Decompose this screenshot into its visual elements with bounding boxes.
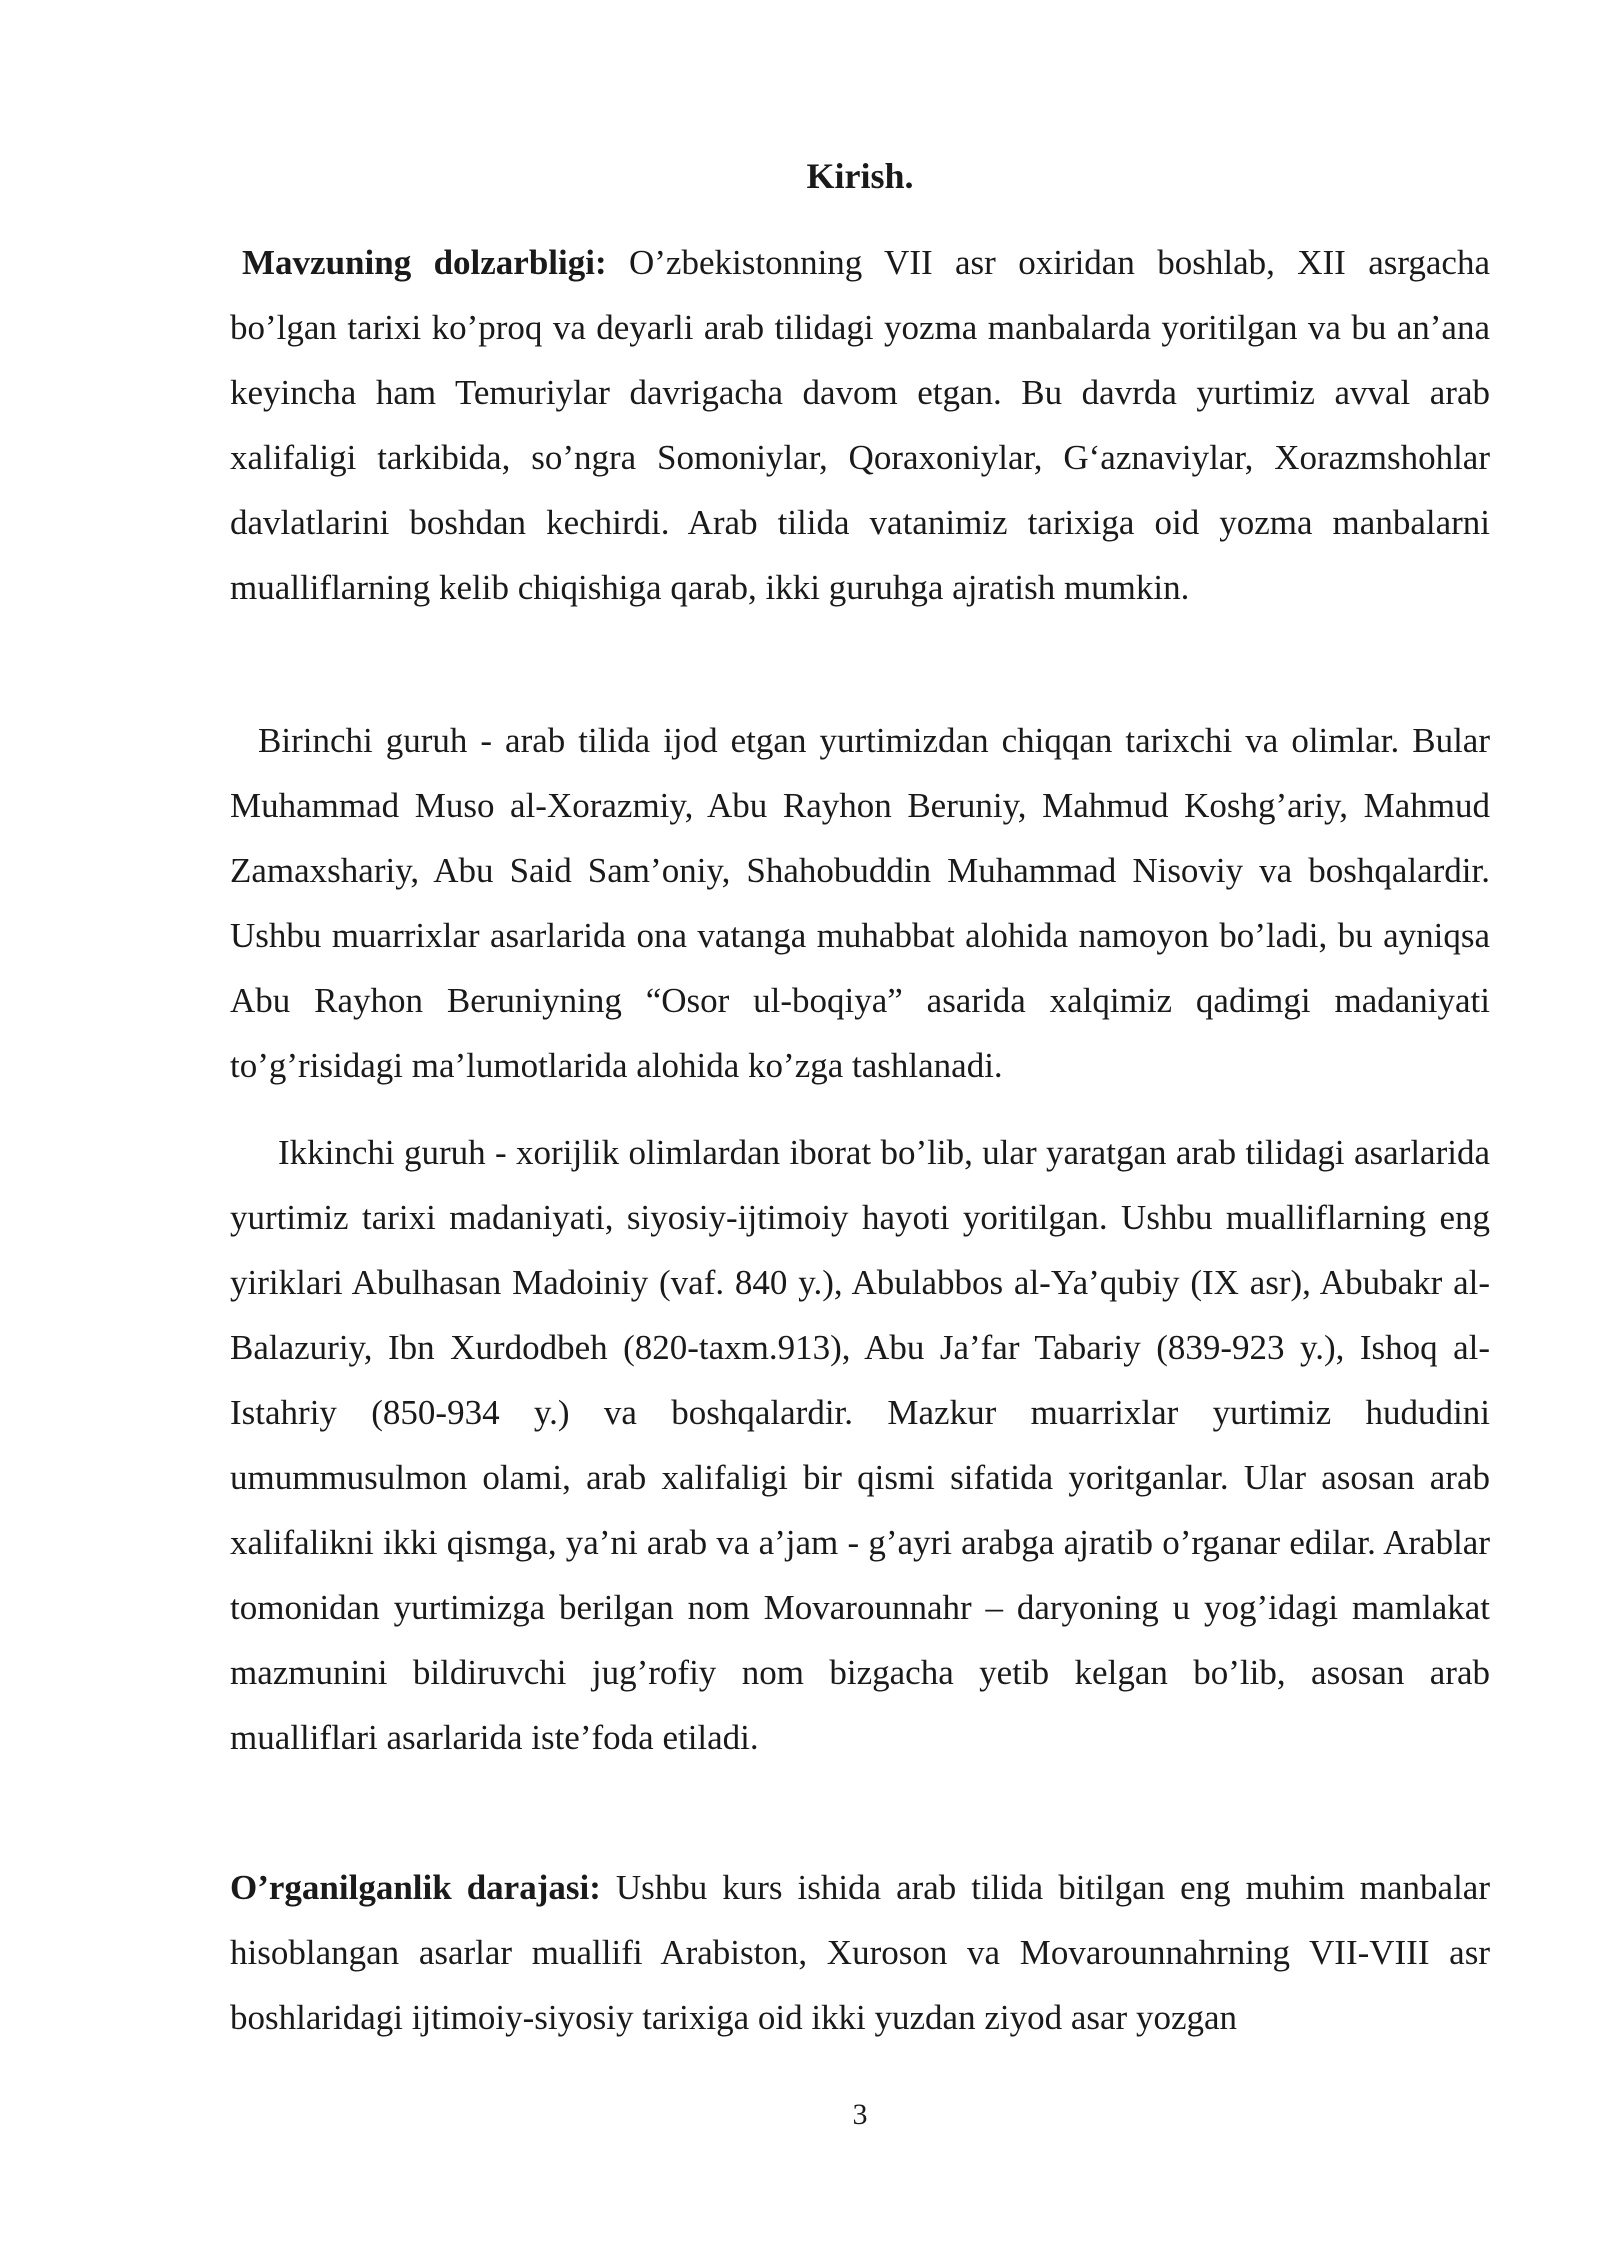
paragraph-relevance — [230, 230, 1490, 620]
page-number: 3 — [852, 2098, 868, 2131]
paragraph-study-level — [230, 1855, 1490, 2050]
document-title: Kirish. — [806, 156, 914, 196]
paragraph-heading: O’rganilganlik darajasi: — [230, 1868, 601, 1907]
paragraph-text: Ikkinchi guruh - xorijlik olimlardan iborat bo’lib, ular yaratgan arab tilidagi asarlarida yurtimiz tarixi madaniyati, siyosiy-ijtimoiy hayoti yoritilgan. Ushbu mualliflarning eng yiriklari Abulhasan Madoiniy (vaf. 840 y.), Abulabbos al-Ya’qubiy (IX asr), Abubakr al-Balazuriy, Ibn Xurdodbeh (820-taxm.913), Abu Ja’far Tabariy (839-923 y.), Ishoq al-Istahriy (850-934 y.) va boshqalardir. Mazkur muarrixlar yurtimiz hududini umummusulmon olami, arab xalifaligi bir qismi sifatida yoritganlar. Ular asosan arab xalifalikni ikki qismga, ya’ni arab va a’jam - g’ayri arabga ajratib o’rganar edilar. Arablar tomonidan yurtimizga berilgan nom Movarounnahr – daryoning u yog’idagi mamlakat mazmunini bildiruvchi jug’rofiy nom bizgacha yetib kelgan bo’lib, asosan arab mualliflari asarlarida iste’foda etiladi. — [230, 1133, 1490, 1757]
paragraph-text: O’zbekistonning VII asr oxiridan boshlab, XII asrgacha bo’lgan tarixi ko’proq va deyarli arab tilidagi yozma manbalarda yoritilgan va bu an’ana keyincha ham Temuriylar davrigacha davom etgan. Bu davrda yurtimiz avval arab xalifaligi tarkibida, so’ngra Somoniylar, Qoraxoniylar, G‘aznaviylar, Xorazmshohlar davlatlarini boshdan kechirdi. Arab tilida vatanimiz tarixiga oid yozma manbalarni mualliflarning kelib chiqishiga qarab, ikki guruhga ajratish mumkin. — [230, 243, 1490, 607]
paragraph-first-group — [230, 708, 1490, 1098]
paragraph-heading: Mavzuning dolzarbligi: — [242, 243, 607, 282]
document-page — [230, 0, 1490, 2262]
paragraph-second-group — [230, 1120, 1490, 1770]
paragraph-text: Birinchi guruh - arab tilida ijod etgan yurtimizdan chiqqan tarixchi va olimlar. Bular Muhammad Muso al-Xorazmiy, Abu Rayhon Beruniy, Mahmud Koshg’ariy, Mahmud Zamaxshariy, Abu Said Sam’oniy, Shahobuddin Muhammad Nisoviy va boshqalardir. Ushbu muarrixlar asarlarida ona vatanga muhabbat alohida namoyon bo’ladi, bu ayniqsa Abu Rayhon Beruniyning “Osor ul-boqiya” asarida xalqimiz qadimgi madaniyati to’g’risidagi ma’lumotlarida alohida ko’zga tashlanadi. — [230, 721, 1490, 1085]
paragraph-text: Ushbu kurs ishida arab tilida bitilgan eng muhim manbalar hisoblangan asarlar muallifi Arabiston, Xuroson va Movarounnahrning VII-VIII asr boshlaridagi ijtimoiy-siyosiy tarixiga oid ikki yuzdan ziyod asar yozgan — [230, 1868, 1490, 2037]
